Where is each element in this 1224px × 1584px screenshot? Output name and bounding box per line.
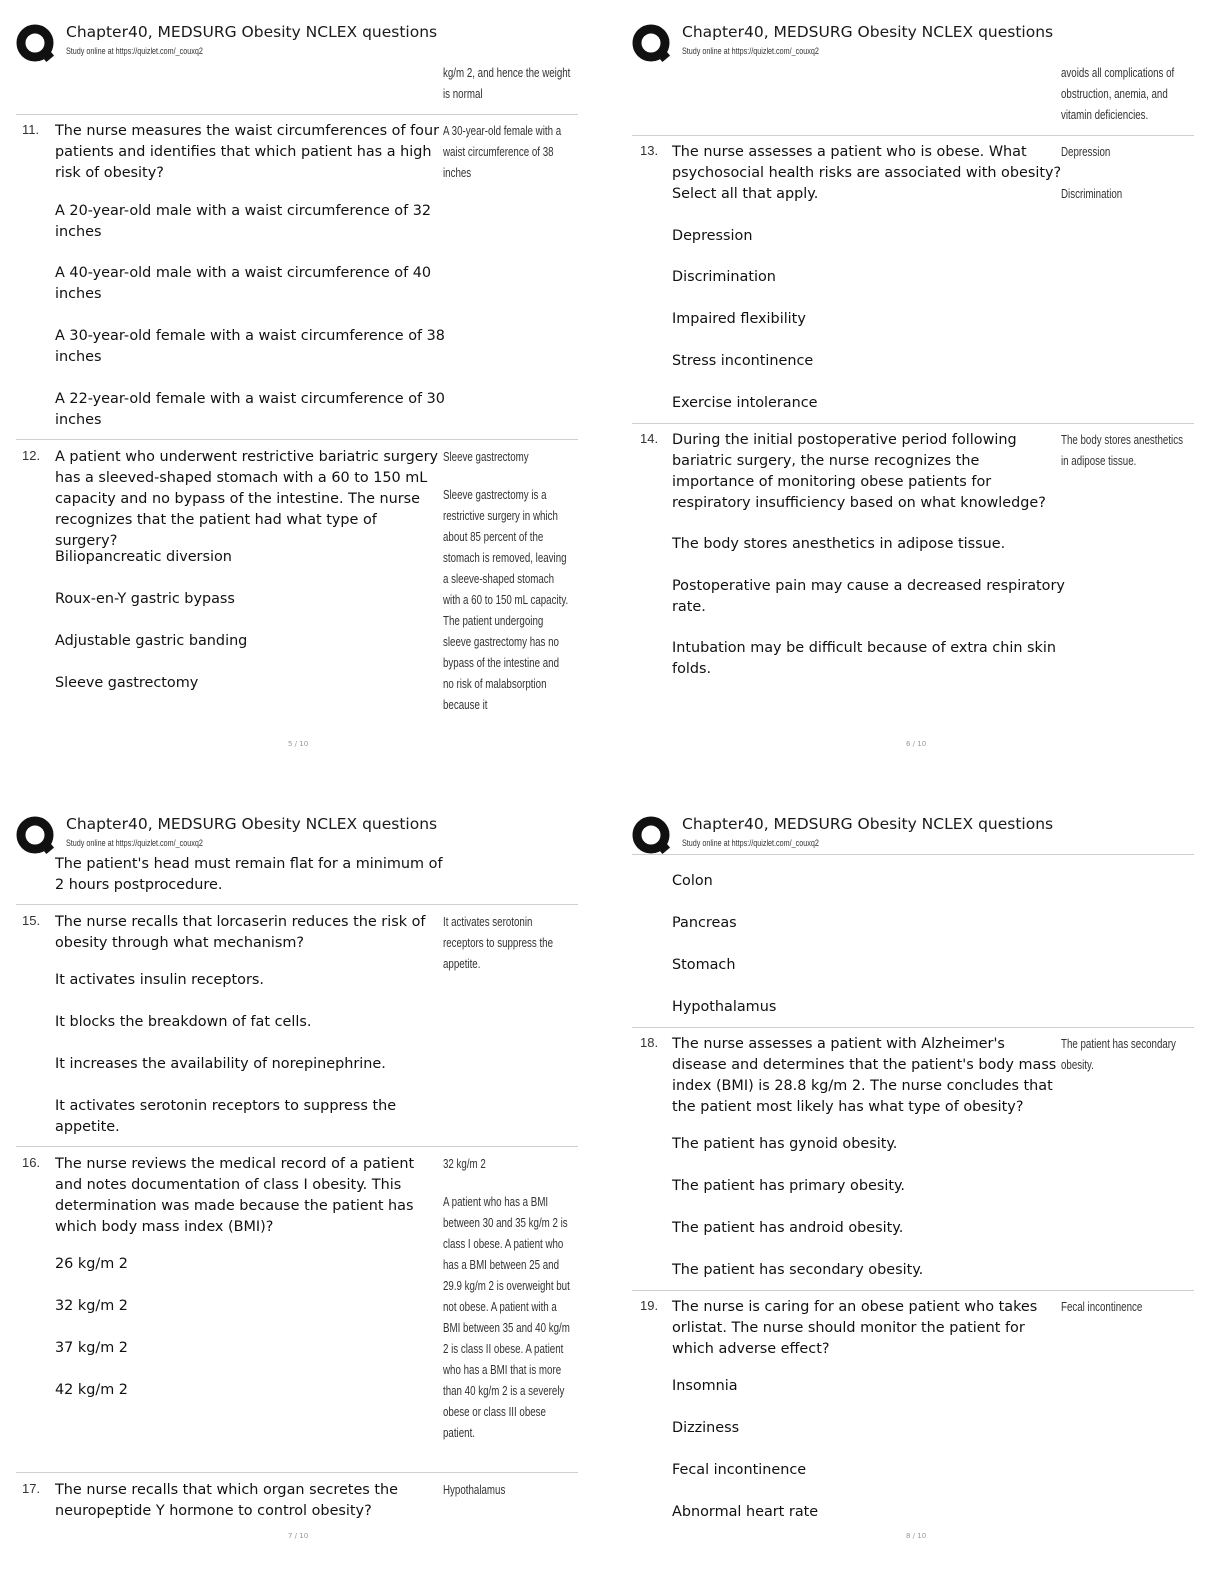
- question-number: 16.: [22, 1155, 41, 1170]
- answer-text: 32 kg/m 2: [443, 1157, 486, 1171]
- option: Depression: [672, 228, 753, 244]
- divider: [632, 135, 1194, 136]
- question-number: 19.: [640, 1298, 659, 1313]
- answer-text: Discrimination: [1061, 187, 1123, 201]
- study-link[interactable]: Study online at https://quizlet.com/_couxq2: [66, 46, 203, 56]
- answer-text: Hypothalamus: [443, 1483, 506, 1497]
- option: Exercise intolerance: [672, 395, 818, 411]
- document-page-4: [616, 792, 1208, 1562]
- divider: [632, 1290, 1194, 1291]
- page-number: 7 / 10: [288, 1532, 309, 1540]
- page-number: 5 / 10: [288, 740, 309, 748]
- option: Pancreas: [672, 915, 737, 931]
- option: Impaired flexibility: [672, 311, 806, 327]
- question-text: During the initial postoperative period following bariatric surgery, the nurse recognizes the importance of monitoring obese patients for respiratory insufficiency based on what knowledge?: [672, 432, 1046, 511]
- question-number: 15.: [22, 913, 41, 928]
- option: Abnormal heart rate: [672, 1504, 819, 1520]
- document-page-1: [0, 0, 592, 770]
- document-page-3: [0, 792, 592, 1562]
- divider: [16, 904, 578, 905]
- option: 42 kg/m 2: [55, 1382, 128, 1398]
- option: A 30-year-old female with a waist circumference of 38 inches: [55, 328, 445, 365]
- page-title: Chapter40, MEDSURG Obesity NCLEX questions: [682, 815, 1054, 833]
- divider: [632, 854, 1194, 855]
- option: The patient's head must remain flat for a minimum of 2 hours postprocedure.: [55, 856, 443, 893]
- question-text: The nurse recalls that lorcaserin reduces the risk of obesity through what mechanism?: [55, 914, 426, 951]
- option: Discrimination: [672, 269, 776, 285]
- divider: [16, 114, 578, 115]
- question-number: 13.: [640, 143, 659, 158]
- option: The patient has secondary obesity.: [672, 1262, 924, 1278]
- question-number: 17.: [22, 1481, 41, 1496]
- question-number: 18.: [640, 1035, 659, 1050]
- option: A 20-year-old male with a waist circumference of 32 inches: [55, 203, 432, 240]
- rationale-text: A patient who has a BMI between 30 and 35 kg/m 2 is class I obese. A patient who has a BMI between 25 and 29.9 kg/m 2 is overweight but not obese. A patient with a BMI between 35 and 40 kg/m 2 is class II obese. A patient who has a BMI that is more than 40 kg/m 2 is a severely obese or class III obese patient.: [443, 1195, 570, 1440]
- page-header: [16, 20, 576, 64]
- divider: [16, 1146, 578, 1147]
- question-text: The nurse assesses a patient who is obese. What psychosocial health risks are associated with obesity? Select all that apply.: [672, 144, 1062, 202]
- page-header: [632, 20, 1192, 64]
- study-link[interactable]: Study online at https://quizlet.com/_couxq2: [682, 838, 819, 848]
- question-text: The nurse recalls that which organ secretes the neuropeptide Y hormone to control obesity?: [55, 1482, 398, 1519]
- option: Insomnia: [672, 1378, 738, 1394]
- page-number: 8 / 10: [906, 1532, 927, 1540]
- page-title: Chapter40, MEDSURG Obesity NCLEX questions: [66, 815, 438, 833]
- option: 32 kg/m 2: [55, 1298, 128, 1314]
- page-title: Chapter40, MEDSURG Obesity NCLEX questions: [682, 23, 1054, 41]
- question-text: The nurse measures the waist circumferences of four patients and identifies that which patient has a high risk of obesity?: [55, 123, 439, 181]
- study-link[interactable]: Study online at https://quizlet.com/_couxq2: [66, 838, 203, 848]
- option: Biliopancreatic diversion: [55, 549, 232, 565]
- option: It activates insulin receptors.: [55, 972, 264, 988]
- option: 26 kg/m 2: [55, 1256, 128, 1272]
- option: The patient has gynoid obesity.: [672, 1136, 898, 1152]
- option: Stress incontinence: [672, 353, 814, 369]
- divider: [632, 1027, 1194, 1028]
- answer-text: A 30-year-old female with a waist circumference of 38 inches: [443, 124, 562, 180]
- option: The body stores anesthetics in adipose tissue.: [672, 536, 1006, 552]
- question-text: The nurse reviews the medical record of a patient and notes documentation of class I obesity. This determination was made because the patient has which body mass index (BMI)?: [55, 1156, 415, 1235]
- divider: [16, 1472, 578, 1473]
- answer-text: kg/m 2, and hence the weight is normal: [443, 66, 571, 101]
- question-text: A patient who underwent restrictive bariatric surgery has a sleeved-shaped stomach with a 60 to 150 mL capacity and no bypass of the intestine. The nurse recognizes that the patient had what type of surgery?: [55, 449, 439, 549]
- option: Stomach: [672, 957, 736, 973]
- page-header: [16, 812, 576, 856]
- page-header: [632, 812, 1192, 856]
- option: Dizziness: [672, 1420, 740, 1436]
- option: The patient has android obesity.: [672, 1220, 904, 1236]
- answer-text: The body stores anesthetics in adipose tissue.: [1061, 433, 1183, 468]
- option: It activates serotonin receptors to suppress the appetite.: [55, 1098, 397, 1135]
- rationale-text: Sleeve gastrectomy is a restrictive surgery in which about 85 percent of the stomach is removed, leaving a sleeve-shaped stomach with a 60 to 150 mL capacity. The patient undergoing sleeve gastrectomy has no bypass of the intestine and no risk of malabsorption because it: [443, 488, 569, 712]
- answer-text: avoids all complications of obstruction, anemia, and vitamin deficiencies.: [1061, 66, 1175, 122]
- option: Colon: [672, 873, 713, 889]
- option: The patient has primary obesity.: [672, 1178, 905, 1194]
- option: Adjustable gastric banding: [55, 633, 248, 649]
- option: Roux-en-Y gastric bypass: [55, 591, 235, 607]
- option: Hypothalamus: [672, 999, 777, 1015]
- quizlet-logo-icon: [632, 24, 672, 64]
- option: A 40-year-old male with a waist circumference of 40 inches: [55, 265, 432, 302]
- question-number: 12.: [22, 448, 41, 463]
- question-number: 11.: [22, 122, 40, 137]
- divider: [632, 423, 1194, 424]
- option: Postoperative pain may cause a decreased respiratory rate.: [672, 578, 1065, 615]
- quizlet-logo-icon: [16, 24, 56, 64]
- option: A 22-year-old female with a waist circumference of 30 inches: [55, 391, 445, 428]
- answer-text: Fecal incontinence: [1061, 1300, 1143, 1314]
- quizlet-logo-icon: [16, 816, 56, 856]
- option: Sleeve gastrectomy: [55, 675, 199, 691]
- answer-text: Depression: [1061, 145, 1111, 159]
- page-title: Chapter40, MEDSURG Obesity NCLEX questions: [66, 23, 438, 41]
- question-number: 14.: [640, 431, 659, 446]
- option: It increases the availability of norepinephrine.: [55, 1056, 386, 1072]
- quizlet-logo-icon: [632, 816, 672, 856]
- answer-text: Sleeve gastrectomy: [443, 450, 529, 464]
- option: Intubation may be difficult because of extra chin skin folds.: [672, 640, 1056, 677]
- divider: [16, 439, 578, 440]
- option: 37 kg/m 2: [55, 1340, 128, 1356]
- option: Fecal incontinence: [672, 1462, 807, 1478]
- answer-text: The patient has secondary obesity.: [1061, 1037, 1176, 1072]
- page-number: 6 / 10: [906, 740, 927, 748]
- question-text: The nurse assesses a patient with Alzheimer's disease and determines that the patient's body mass index (BMI) is 28.8 kg/m 2. The nurse concludes that the patient most likely has what type of obesity?: [672, 1036, 1057, 1115]
- option: It blocks the breakdown of fat cells.: [55, 1014, 312, 1030]
- study-link[interactable]: Study online at https://quizlet.com/_couxq2: [682, 46, 819, 56]
- question-text: The nurse is caring for an obese patient who takes orlistat. The nurse should monitor the patient for which adverse effect?: [672, 1299, 1038, 1357]
- document-page-2: [616, 0, 1208, 770]
- answer-text: It activates serotonin receptors to suppress the appetite.: [443, 915, 554, 971]
